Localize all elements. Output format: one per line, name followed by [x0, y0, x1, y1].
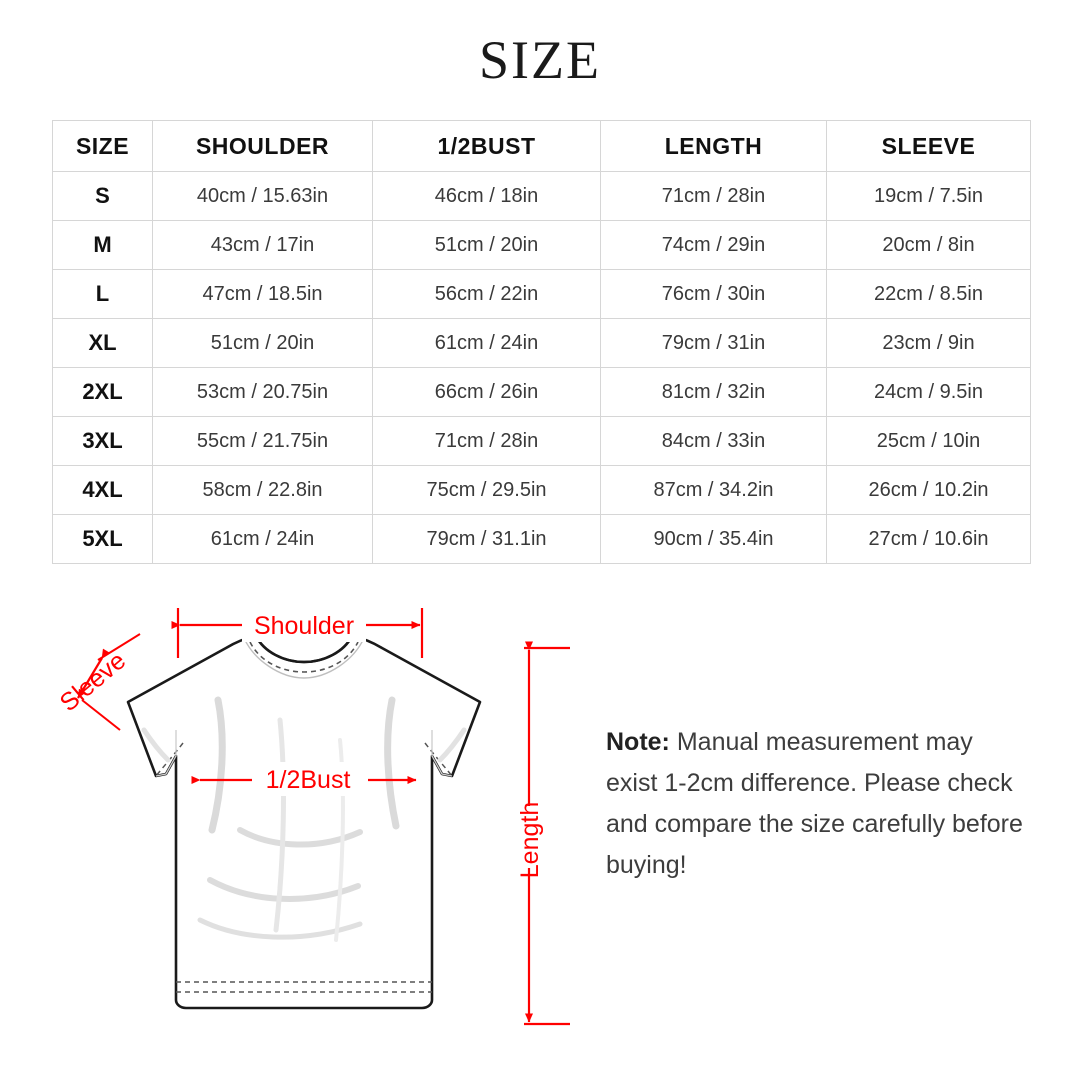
cell-shoulder: 51cm / 20in [153, 319, 373, 368]
table-row [53, 319, 1031, 368]
cell-bust: 75cm / 29.5in [373, 466, 601, 515]
cell-length: 76cm / 30in [601, 270, 827, 319]
cell-sleeve: 24cm / 9.5in [827, 368, 1031, 417]
cell-sleeve: 27cm / 10.6in [827, 515, 1031, 564]
cell-length: 79cm / 31in [601, 319, 827, 368]
table-row [53, 270, 1031, 319]
cell-size: 2XL [53, 368, 153, 417]
bust-label: 1/2Bust [265, 766, 351, 794]
cell-shoulder: 47cm / 18.5in [153, 270, 373, 319]
cell-size: 5XL [53, 515, 153, 564]
page-title: SIZE [479, 30, 601, 90]
cell-size: M [53, 221, 153, 270]
note-text: Manual measurement may exist 1-2cm difference. Please check and compare the size carefully before buying! [606, 728, 1023, 879]
size-table [52, 120, 1031, 564]
table-row [53, 221, 1031, 270]
table-row [53, 172, 1031, 221]
note-block [606, 722, 1030, 886]
column-header-sleeve: SLEEVE [827, 121, 1031, 172]
table-header-row [53, 121, 1031, 172]
cell-length: 74cm / 29in [601, 221, 827, 270]
cell-bust: 66cm / 26in [373, 368, 601, 417]
cell-sleeve: 25cm / 10in [827, 417, 1031, 466]
cell-length: 90cm / 35.4in [601, 515, 827, 564]
cell-shoulder: 55cm / 21.75in [153, 417, 373, 466]
cell-bust: 56cm / 22in [373, 270, 601, 319]
tshirt-illustration [128, 636, 480, 1008]
cell-sleeve: 23cm / 9in [827, 319, 1031, 368]
column-header-shoulder: SHOULDER [153, 121, 373, 172]
cell-shoulder: 58cm / 22.8in [153, 466, 373, 515]
measurement-diagram [40, 580, 580, 1050]
length-label: Length [516, 801, 544, 879]
size-table-container [52, 120, 1030, 564]
cell-bust: 46cm / 18in [373, 172, 601, 221]
length-dimension [506, 648, 570, 1024]
cell-length: 87cm / 34.2in [601, 466, 827, 515]
shoulder-label: Shoulder [253, 612, 355, 640]
cell-size: 4XL [53, 466, 153, 515]
note-label: Note: [606, 728, 670, 756]
cell-sleeve: 22cm / 8.5in [827, 270, 1031, 319]
cell-shoulder: 53cm / 20.75in [153, 368, 373, 417]
cell-size: XL [53, 319, 153, 368]
cell-shoulder: 61cm / 24in [153, 515, 373, 564]
cell-bust: 51cm / 20in [373, 221, 601, 270]
cell-length: 71cm / 28in [601, 172, 827, 221]
table-row [53, 515, 1031, 564]
column-header-length: LENGTH [601, 121, 827, 172]
column-header-size: SIZE [53, 121, 153, 172]
cell-size: L [53, 270, 153, 319]
cell-size: 3XL [53, 417, 153, 466]
cell-bust: 61cm / 24in [373, 319, 601, 368]
cell-shoulder: 40cm / 15.63in [153, 172, 373, 221]
cell-sleeve: 19cm / 7.5in [827, 172, 1031, 221]
cell-shoulder: 43cm / 17in [153, 221, 373, 270]
cell-length: 84cm / 33in [601, 417, 827, 466]
table-row [53, 417, 1031, 466]
table-row [53, 368, 1031, 417]
sleeve-dimension [55, 634, 140, 730]
cell-bust: 79cm / 31.1in [373, 515, 601, 564]
table-row [53, 466, 1031, 515]
cell-size: S [53, 172, 153, 221]
cell-sleeve: 20cm / 8in [827, 221, 1031, 270]
column-header-bust: 1/2BUST [373, 121, 601, 172]
cell-bust: 71cm / 28in [373, 417, 601, 466]
cell-sleeve: 26cm / 10.2in [827, 466, 1031, 515]
cell-length: 81cm / 32in [601, 368, 827, 417]
sleeve-label: Sleeve [54, 646, 132, 718]
